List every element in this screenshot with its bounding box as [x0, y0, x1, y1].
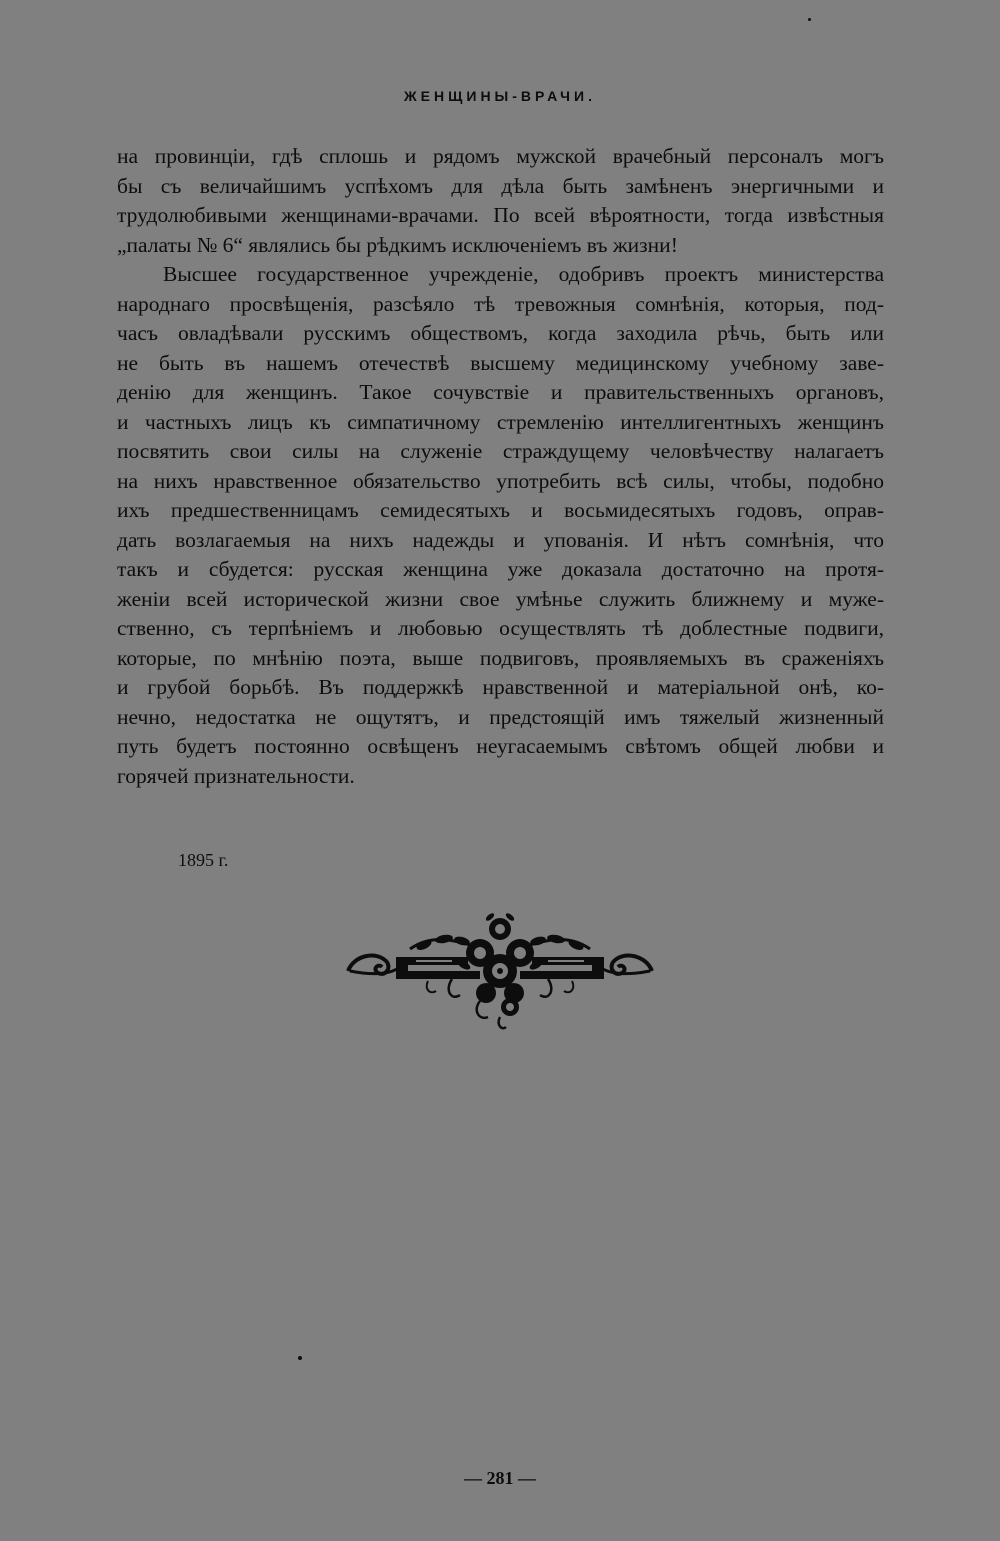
text-line: и грубой борьбѣ. Въ поддержкѣ нравственной и матеріальной онѣ, ко-: [117, 675, 884, 699]
text-line: на нихъ нравственное обязательство употребить всѣ силы, чтобы, подобно: [117, 468, 884, 493]
ink-speck: [298, 1356, 302, 1360]
running-head: ЖЕНЩИНЫ-ВРАЧИ.: [404, 88, 596, 104]
text-line: трудолюбивыми женщинами-врачами. По всей вѣроятности, тогда извѣстныя: [117, 203, 884, 227]
text-line: часъ овладѣвали русскимъ обществомъ, когда заходила рѣчь, быть или: [117, 321, 884, 345]
body-text: [117, 142, 884, 791]
floral-ornament-icon: [340, 905, 660, 1035]
text-line: на провинціи, гдѣ сплошь и рядомъ мужской врачебный персоналъ могъ: [117, 144, 884, 168]
text-line: дать возлагаемыя на нихъ надежды и упованія. И нѣтъ сомнѣнія, что: [117, 527, 884, 552]
text-line: ихъ предшественницамъ семидесятыхъ и восьмидесятыхъ годовъ, оправ-: [117, 498, 884, 522]
text-line: нечно, недостатка не ощутятъ, и предстоящій имъ тяжелый жизненный: [117, 704, 884, 729]
text-line: „палаты № 6“ являлись бы рѣдкимъ исключеніемъ въ жизни!: [117, 232, 678, 257]
text-line: и частныхъ лицъ къ симпатичному стремленію интеллигентныхъ женщинъ: [117, 409, 884, 434]
text-line: бы съ величайшимъ успѣхомъ для дѣла быть замѣненъ энергичными и: [117, 173, 884, 198]
text-line: ственно, съ терпѣніемъ и любовью осуществлять тѣ доблестные подвиги,: [117, 616, 884, 640]
text-line: народнаго просвѣщенія, разсѣяло тѣ тревожныя сомнѣнія, которыя, под-: [117, 291, 884, 316]
text-line: которые, по мнѣнію поэта, выше подвиговъ, проявляемыхъ въ сраженіяхъ: [117, 645, 884, 670]
text-line: такъ и сбудется: русская женщина уже доказала достаточно на протя-: [117, 557, 884, 581]
date-line: 1895 г.: [178, 850, 229, 870]
text-line: женіи всей исторической жизни свое умѣнье служить ближнему и муже-: [117, 586, 884, 611]
text-line: денію для женщинъ. Такое сочувствіе и правительственныхъ органовъ,: [117, 380, 884, 404]
page-number: — 281 —: [464, 1468, 536, 1488]
text-line: путь будетъ постоянно освѣщенъ неугасаемымъ свѣтомъ общей любви и: [117, 734, 884, 758]
text-line: посвятить свои силы на служеніе страждущему человѣчеству налагаетъ: [117, 439, 884, 463]
text-line: не быть въ нашемъ отечествѣ высшему медицинскому учебному заве-: [117, 350, 884, 375]
text-line: горячей признательности.: [117, 763, 355, 788]
ink-speck: [808, 18, 811, 21]
paragraph-start-line: Высшее государственное учрежденіе, одобривъ проектъ министерства: [163, 262, 884, 286]
